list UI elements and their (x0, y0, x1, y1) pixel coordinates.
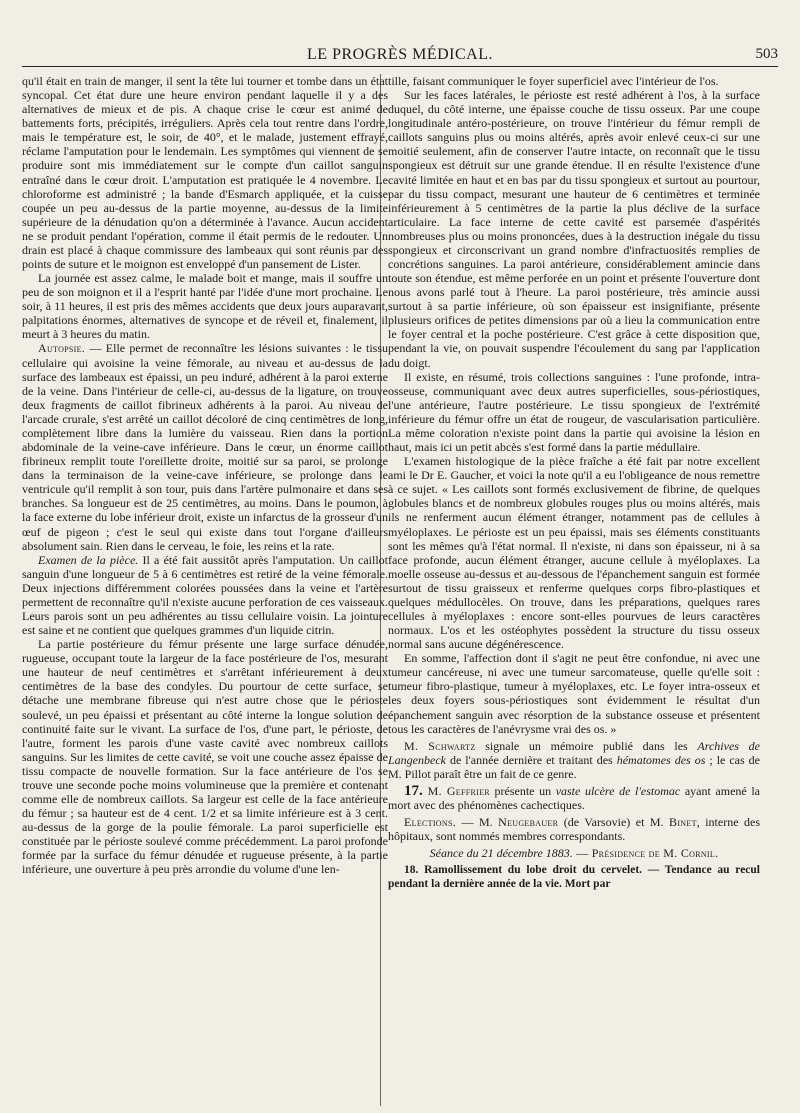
archives-title: Archives de Langenbeck (388, 738, 760, 767)
ulcer-title: vaste ulcère de l'estomac (555, 783, 681, 798)
specimen-label: Examen de la pièce. (38, 552, 139, 567)
autopsy-label: Autopsie. (38, 341, 86, 356)
schwartz-name: M. Schwartz (404, 738, 476, 753)
left-column (22, 74, 388, 1108)
paragraph-femur: La partie postérieure du fémur présente une large surface dénudée, rugueuse, occupant toute la largeur de la face postérieure de l'os, mesurant une hauteur de neuf centimètres et s'arrêtant inférieurement à deux centimètres de la base des condyles. Du pourtour de cette surface, se détache une membrane fibreuse qui n'est autre chose que le périoste soulevé, un peu épaissi et présentant au côté interne la longue solution de continuité faite sur le vivant. La surface de l'os, d'une part, le périoste, de l'autre, forment les parois d'une vaste cavité avec nombreux caillots sanguins. Sur les limites de cette cavité, se voit une couche assez épaisse de tissu compacte de nouvelle formation. Sur la face antérieure de l'os se trouve une seconde poche moins volumineuse que la première et contenant comme elle de nombreux caillots. Sa largeur est celle de la face antérieure du fémur ; sa hauteur est de 4 cent. 1/2 et sa limite inférieure est à 3 cent. au-dessus de la gorge de la poulie fémorale. La paroi superficielle est constituée par le périoste soulevé comme précédemment. La paroi profonde formée par la surface du fémur dénudée et rugueuse présente, à la partie inférieure, une ouverture à peu près arrondie du volume d'une len- (22, 637, 388, 877)
page-header (22, 46, 778, 67)
running-title: LE PROGRÈS MÉDICAL. (307, 46, 493, 63)
session-heading (388, 846, 760, 860)
schwartz-text-c: ; le cas de M. Pillot paraît être un fait de ce genre. (388, 752, 760, 781)
schwartz-text-b: de l'année dernière et traitant des (445, 752, 617, 767)
geffrier-text-a: présente un (489, 783, 556, 798)
hematomes-title: hématomes des os (616, 752, 706, 767)
paragraph-elections (388, 815, 760, 843)
paragraph-summary: Il existe, en résumé, trois collections sanguines : l'une profonde, intra-osseuse, communiquant avec deux autres superficielles, sous-périostiques, l'une antérieure, l'autre postérieure. Le tissu spongieux de l'extrémité inférieure du fémur offre un état de rougeur, de vascularisation particulière. La même coloration n'existe point dans la partie qui avoisine la lésion en haut, mais ici un petit abcès s'est formé dans la partie médullaire. (388, 369, 760, 455)
item-number-17: 17. (404, 782, 423, 799)
schwartz-text-a: signale un mémoire publié dans les (475, 738, 698, 753)
right-column (388, 74, 760, 1108)
paragraph-schwartz (388, 739, 760, 781)
elections-label: Elections. (404, 815, 456, 830)
session-president: — Présidence de M. Cornil. (572, 846, 719, 861)
elections-text-c: , interne des hôpitaux, sont nommés membres correspondants. (388, 815, 760, 844)
session-date: Séance du 21 décembre 1883. (429, 846, 573, 861)
neugebauer-name: Neugebauer (498, 815, 559, 830)
elections-text-b: (de Varsovie) et M. (558, 815, 670, 830)
paragraph-geffrier (388, 784, 760, 812)
elections-text-a: — M. (456, 815, 499, 830)
paragraph-item-18: 18. Ramollissement du lobe droit du cervelet. — Tendance au recul pendant la dernière année de la vie. Mort par (388, 864, 760, 891)
paragraph-conclusion: En somme, l'affection dont il s'agit ne peut être confondue, ni avec une tumeur cancéreuse, ni avec une tumeur sarcomateuse, quelle qu'elle soit : tumeur fibro-plastique, tumeur à myéloplaxes, etc. Le foyer intra-osseux et les deux foyers sous-périostiques sont évidemment le résultat d'un épanchement sanguin avec résorption de la substance osseuse et présentent tous les caractères de l'anévrysme vrai des os. » (388, 651, 760, 736)
paragraph-autopsy (22, 341, 388, 552)
paragraph-death: La journée est assez calme, le malade boit et mange, mais il souffre un peu de son moignon et il a l'esprit hanté par l'idée d'une mort prochaine. Le soir, à 11 heures, il est pris des mêmes accidents que deux jours auparavant, palpitations énormes, alternatives de syncope et de réveil et, finalement, il meurt à 3 heures du matin. (22, 271, 388, 342)
paragraph-specimen (22, 553, 388, 637)
page-number: 503 (755, 46, 778, 62)
binet-name: Binet (669, 815, 697, 830)
specimen-text: Il a été fait aussitôt après l'amputation. Un caillot sanguin d'une longueur de 5 à 6 centimètres est retiré de la veine fémorale. Deux injections différemment colorées poussées dans la veine et l'artère permettent de reconnaître qu'il n'existe aucune perforation de ces vaisseaux. Leurs parois sont un peu adhérentes au tissu cellulaire voisin. La jointure est saine et ne contient que quelques grammes d'un liquide citrin. (22, 552, 388, 638)
geffrier-text-b: ayant amené la mort avec des phénomènes cachectiques. (388, 783, 760, 812)
paragraph-histology: L'examen histologique de la pièce fraîche a été fait par notre excellent ami le Dr E. Gaucher, et voici la note qu'il a eu l'obligeance de nous remettre à ce sujet. « Les caillots sont formés exclusivement de fibrine, de quelques globules blancs et de nombreux globules rouges plus ou moins altérés, mais ils ne renferment aucun élément étranger, notamment pas de cellules à myéloplaxes. Le périoste est un peu épaissi, mais ses éléments constituants sont les mêmes qu'à l'état normal. Il n'existe, ni dans son épaisseur, ni à sa face profonde, aucun élément étranger, aucune cellule à myéloplaxes. La moelle osseuse au-dessus et au-dessous de l'épanchement sanguin est formée surtout de tissu graisseux et renferme quelques corps fibro-plastiques et quelques médullocèles. On trouve, dans les préparations, quelques rares cellules à myéloplaxes : encore sont-elles pourvues de leurs caractères normaux. L'os et les ostéophytes possèdent la structure du tissu osseux normal sans aucune dégénérescence. (388, 454, 760, 652)
paragraph-lentil: tille, faisant communiquer le foyer superficiel avec l'intérieur de l'os. (388, 74, 719, 88)
paragraph-lateral: Sur les faces latérales, le périoste est resté adhérent à l'os, à la surface duquel, du côté interne, une épaisse couche de tissu osseux. Par une coupe longitudinale antéro-postérieure, on trouve l'intérieur du fémur rempli de caillots sanguins plus ou moins altérés, après avoir enlevé ceux-ci sur une moitié seulement, afin de conserver l'autre intacte, on reconnaît que le tissu spongieux est détruit sur une grande étendue. Il en résulte l'existence d'une cavité limitée en haut et en bas par du tissu spongieux et surtout au pourtour, par du tissu compact, mesurant une hauteur de 6 centimètres et terminée inférieurement à 5 centimètres de la partie la plus déclive de la surface articulaire. La face interne de cette cavité est parsemée d'aspérités nombreuses plus ou moins prononcées, dues à la destruction inégale du tissu spongieux et circonscrivant un grand nombre d'infractuosités remplies de concrétions sanguines. La paroi antérieure, considérablement amincie dans toute son étendue, est même perforée en un point et présente l'ouverture dont nous avons parlé tout à l'heure. La paroi postérieure, très amincie aussi surtout à sa partie inférieure, où son épaisseur est insignifiante, présente plusieurs orifices de petites dimensions par où a lieu la communication entre le foyer central et la poche postérieure. C'est grâce à cette disposition que, pendant la vie, on pouvait suspendre l'écoulement du sang par l'application du doigt. (388, 88, 760, 370)
geffrier-name: M. Geffrier (422, 783, 490, 798)
autopsy-text: — Elle permet de reconnaître les lésions suivantes : le tissu cellulaire qui avoisine la veine fémorale, au niveau et au-dessus de la surface des lambeaux est épaissi, un peu induré, adhérent à la paroi externe de la veine. Dans l'intérieur de celle-ci, au-dessus de la ligature, on trouve deux fragments de caillot fibrineux adhérents à la paroi. Au niveau de l'arcade crurale, s'est arrêté un caillot décoloré de cinq centimètres de long, complètement libre dans la lumière du vaisseau. Rien dans la portion abdominale de la veine-cave inférieure. Dans le cœur, un énorme caillot fibrineux remplit toute l'oreillette droite, moitié sur sa paroi, se prolonge dans la terminaison de la veine-cave inférieure, se prolonge dans le ventricule qu'il remplit à son tour, puis dans l'artère pulmonaire et dans ses branches. Sa longueur est de 25 centimètres, au moins. Dans le poumon, à la face externe du lobe inférieur droit, existe un infarctus de la grosseur d'un œuf de pigeon ; c'est le seul qui existe dans tout l'organe d'ailleurs absolument sain. Rien dans le cerveau, le foie, les reins et la rate. (22, 341, 388, 553)
paragraph-amputation: qu'il était en train de manger, il sent la tête lui tourner et tombe dans un état syncopal. Cet état dure une heure environ pendant laquelle il y a des alternatives de mieux et de pis. A chaque crise le cœur est animé de battements forts, précipités, irréguliers. Après cela tout rentre dans l'ordre, mais le température est, le soir, de 40°, et le malade, justement effrayé, réclame l'amputation pour le lendemain. Les symptômes qui viennent de se produire sont mis immédiatement sur le compte d'un caillot sanguin entraîné dans le cœur droit. L'amputation est pratiquée le 4 novembre. Le chloroforme est administré ; la bande d'Esmarch appliquée, et la cuisse coupée un peu au-dessus de la partie moyenne, au-dessus de la limite supérieure de la dénudation qu'on a déterminée à l'avance. Aucun accident ne se produit pendant l'opération, comme il était permis de le redouter. Un drain est placé à chaque commissure des lambeaux qui sont réunis par des points de suture et le moignon est enveloppé d'un pansement de Lister. (22, 74, 388, 272)
